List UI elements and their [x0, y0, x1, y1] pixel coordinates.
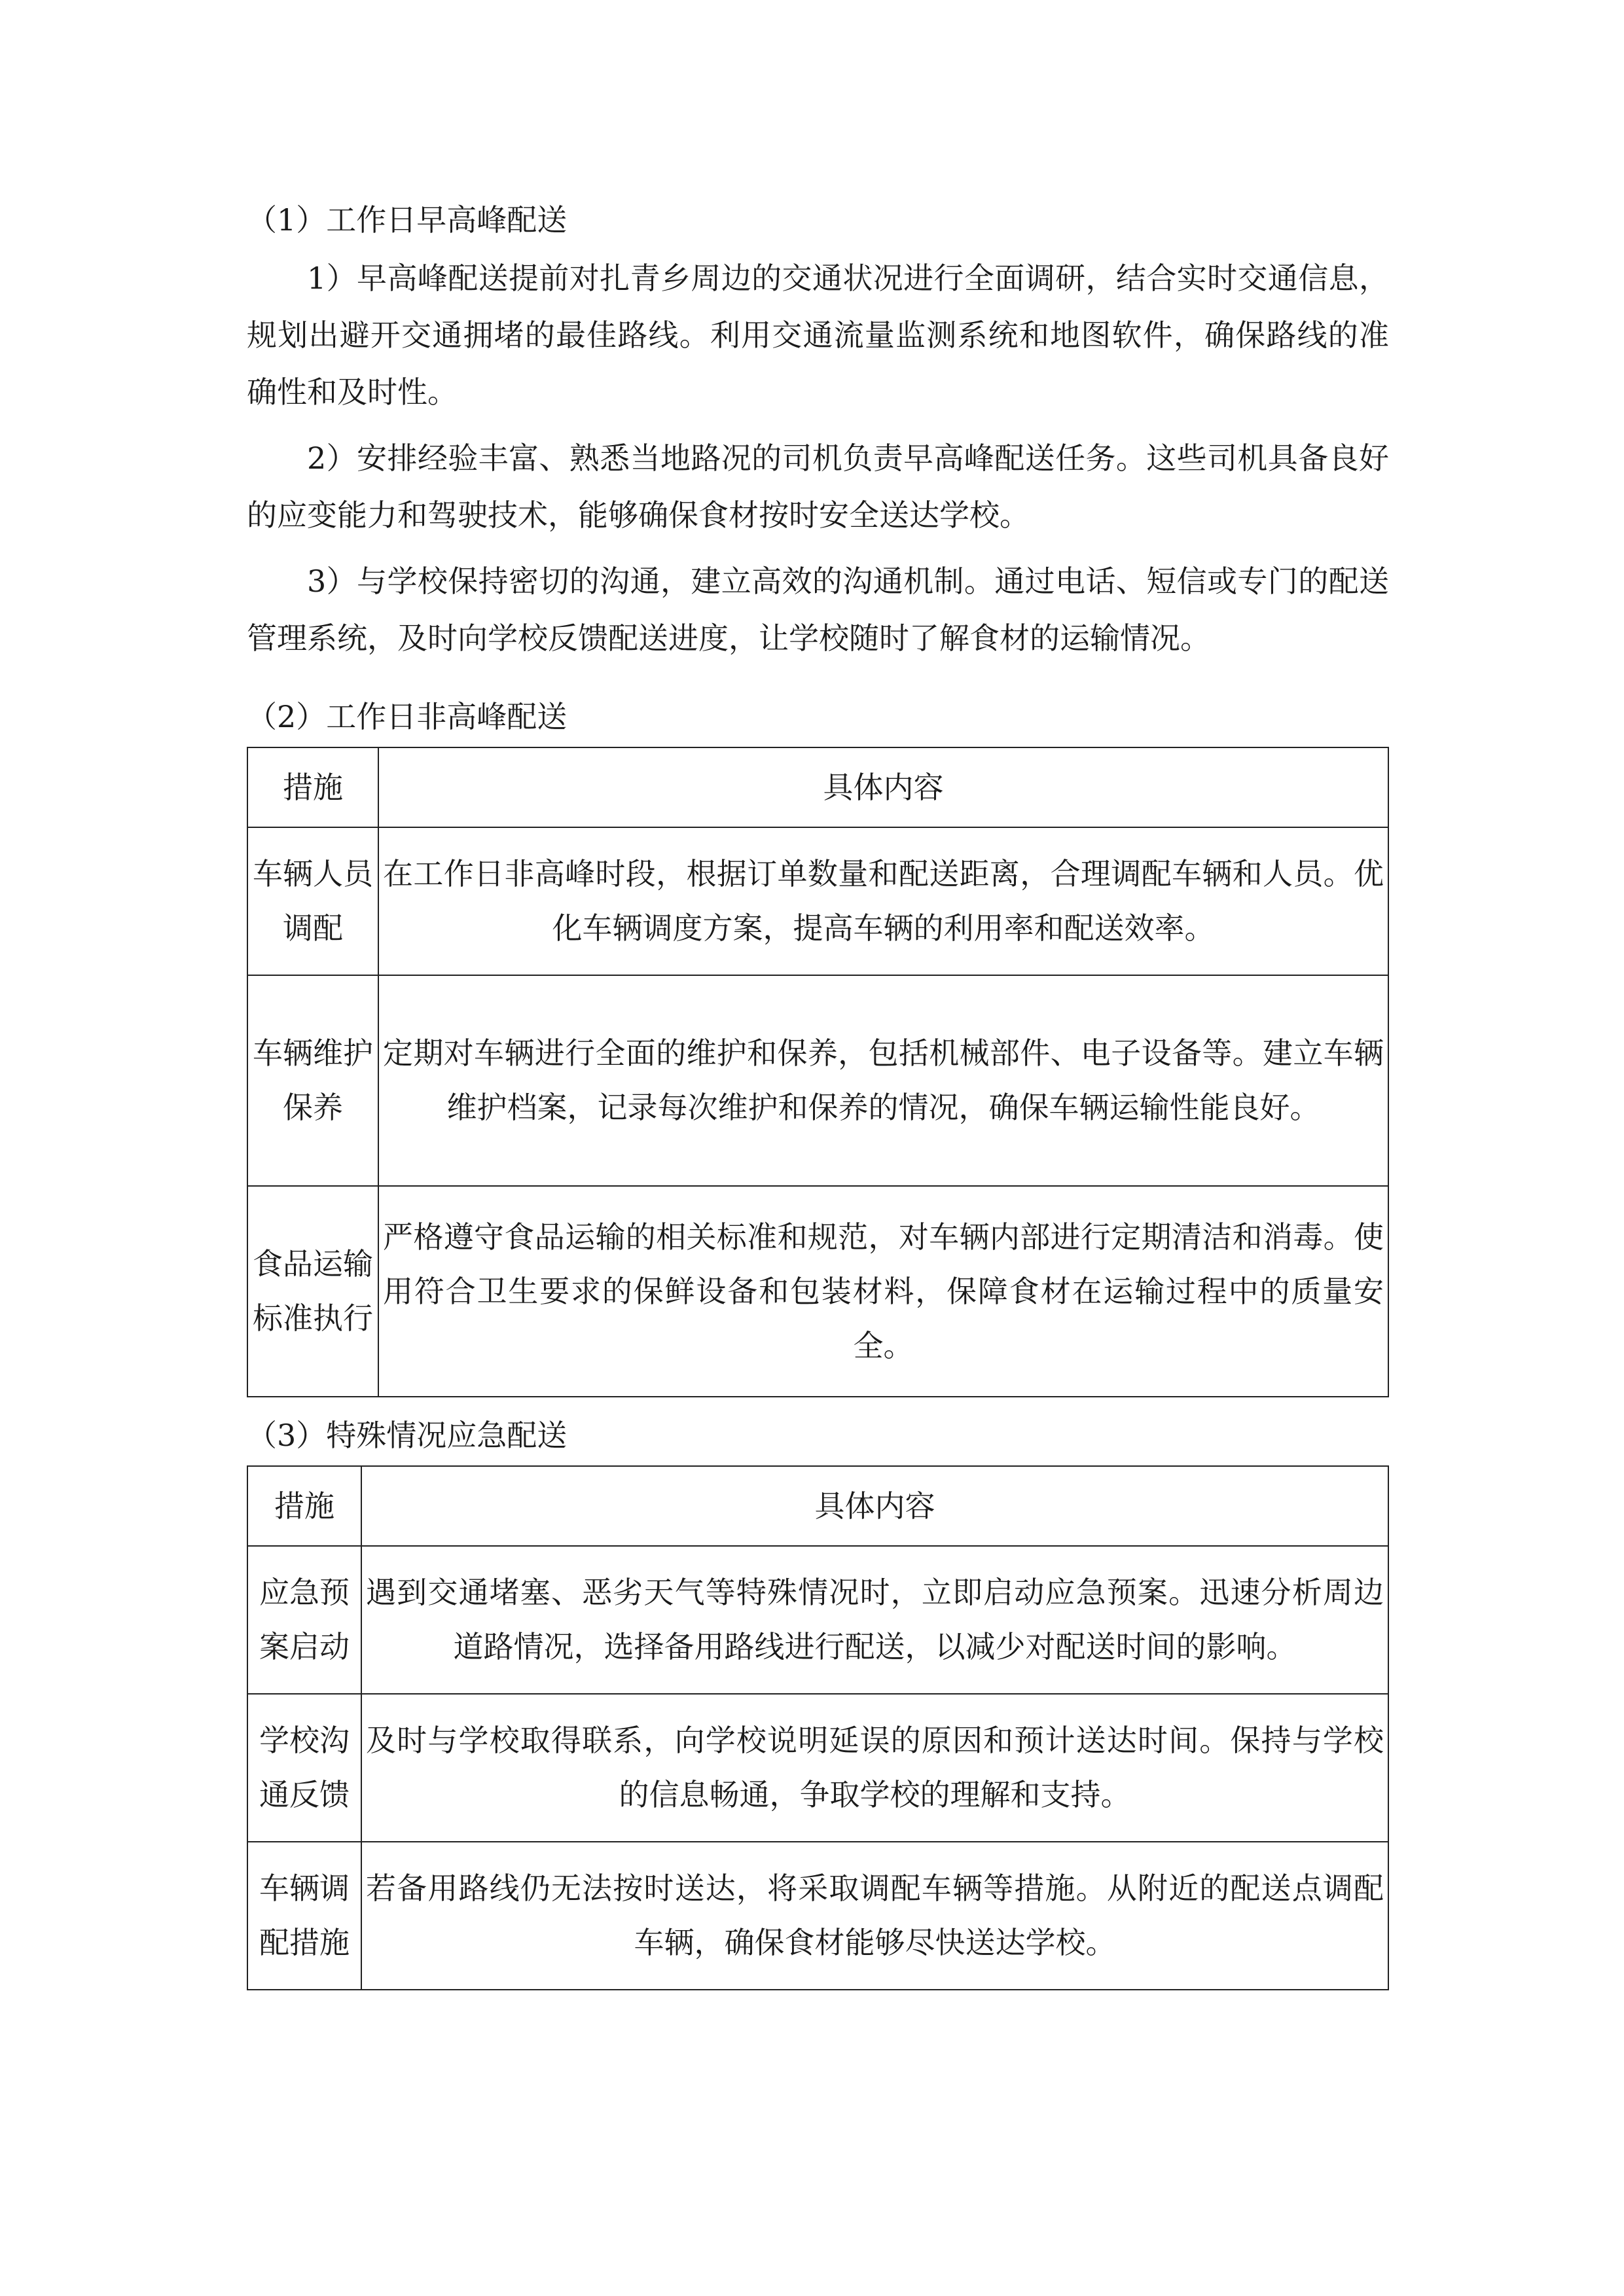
row-content: 定期对车辆进行全面的维护和保养，包括机械部件、电子设备等。建立车辆维护档案，记录每次维护和保养的情况，确保车辆运输性能良好。: [378, 975, 1388, 1186]
row-content: 在工作日非高峰时段，根据订单数量和配送距离，合理调配车辆和人员。优化车辆调度方案，提高车辆的利用率和配送效率。: [378, 827, 1388, 975]
header-content: 具体内容: [361, 1466, 1388, 1546]
row-measure: 食品运输标准执行: [247, 1186, 378, 1397]
table-row: [247, 1694, 1388, 1842]
section2-heading: （2）工作日非高峰配送: [247, 699, 568, 734]
row-measure: 学校沟通反馈: [247, 1694, 361, 1842]
section1-paragraph-2: 2）安排经验丰富、熟悉当地路况的司机负责早高峰配送任务。这些司机具备良好的应变能力和驾驶技术，能够确保食材按时安全送达学校。: [247, 440, 1389, 533]
table-row: [247, 975, 1388, 1186]
section1-paragraph-1: 1）早高峰配送提前对扎青乡周边的交通状况进行全面调研，结合实时交通信息，规划出避开交通拥堵的最佳路线。利用交通流量监测系统和地图软件，确保路线的准确性和及时性。: [247, 260, 1389, 410]
row-content: 遇到交通堵塞、恶劣天气等特殊情况时，立即启动应急预案。迅速分析周边道路情况，选择备用路线进行配送，以减少对配送时间的影响。: [361, 1546, 1388, 1694]
row-measure: 车辆维护保养: [247, 975, 378, 1186]
row-measure: 应急预案启动: [247, 1546, 361, 1694]
section2-table: [247, 747, 1389, 1397]
header-measure: 措施: [247, 747, 378, 827]
row-content: 若备用路线仍无法按时送达，将采取调配车辆等措施。从附近的配送点调配车辆，确保食材能够尽快送达学校。: [361, 1842, 1388, 1990]
table-row: [247, 827, 1388, 975]
table-header-row: [247, 1466, 1388, 1546]
row-measure: 车辆人员调配: [247, 827, 378, 975]
section1-heading: （1）工作日早高峰配送: [247, 202, 568, 238]
row-content: 及时与学校取得联系，向学校说明延误的原因和预计送达时间。保持与学校的信息畅通，争取学校的理解和支持。: [361, 1694, 1388, 1842]
section3-heading: （3）特殊情况应急配送: [247, 1418, 568, 1453]
row-content: 严格遵守食品运输的相关标准和规范，对车辆内部进行定期清洁和消毒。使用符合卫生要求的保鲜设备和包装材料，保障食材在运输过程中的质量安全。: [378, 1186, 1388, 1397]
table-header-row: [247, 747, 1388, 827]
section1-paragraph-3: 3）与学校保持密切的沟通，建立高效的沟通机制。通过电话、短信或专门的配送管理系统，及时向学校反馈配送进度，让学校随时了解食材的运输情况。: [247, 564, 1389, 656]
table-row: [247, 1842, 1388, 1990]
table-row: [247, 1186, 1388, 1397]
row-measure: 车辆调配措施: [247, 1842, 361, 1990]
table-row: [247, 1546, 1388, 1694]
header-content: 具体内容: [378, 747, 1388, 827]
header-measure: 措施: [247, 1466, 361, 1546]
section3-table: [247, 1465, 1389, 1990]
document-page: [247, 190, 1389, 1990]
